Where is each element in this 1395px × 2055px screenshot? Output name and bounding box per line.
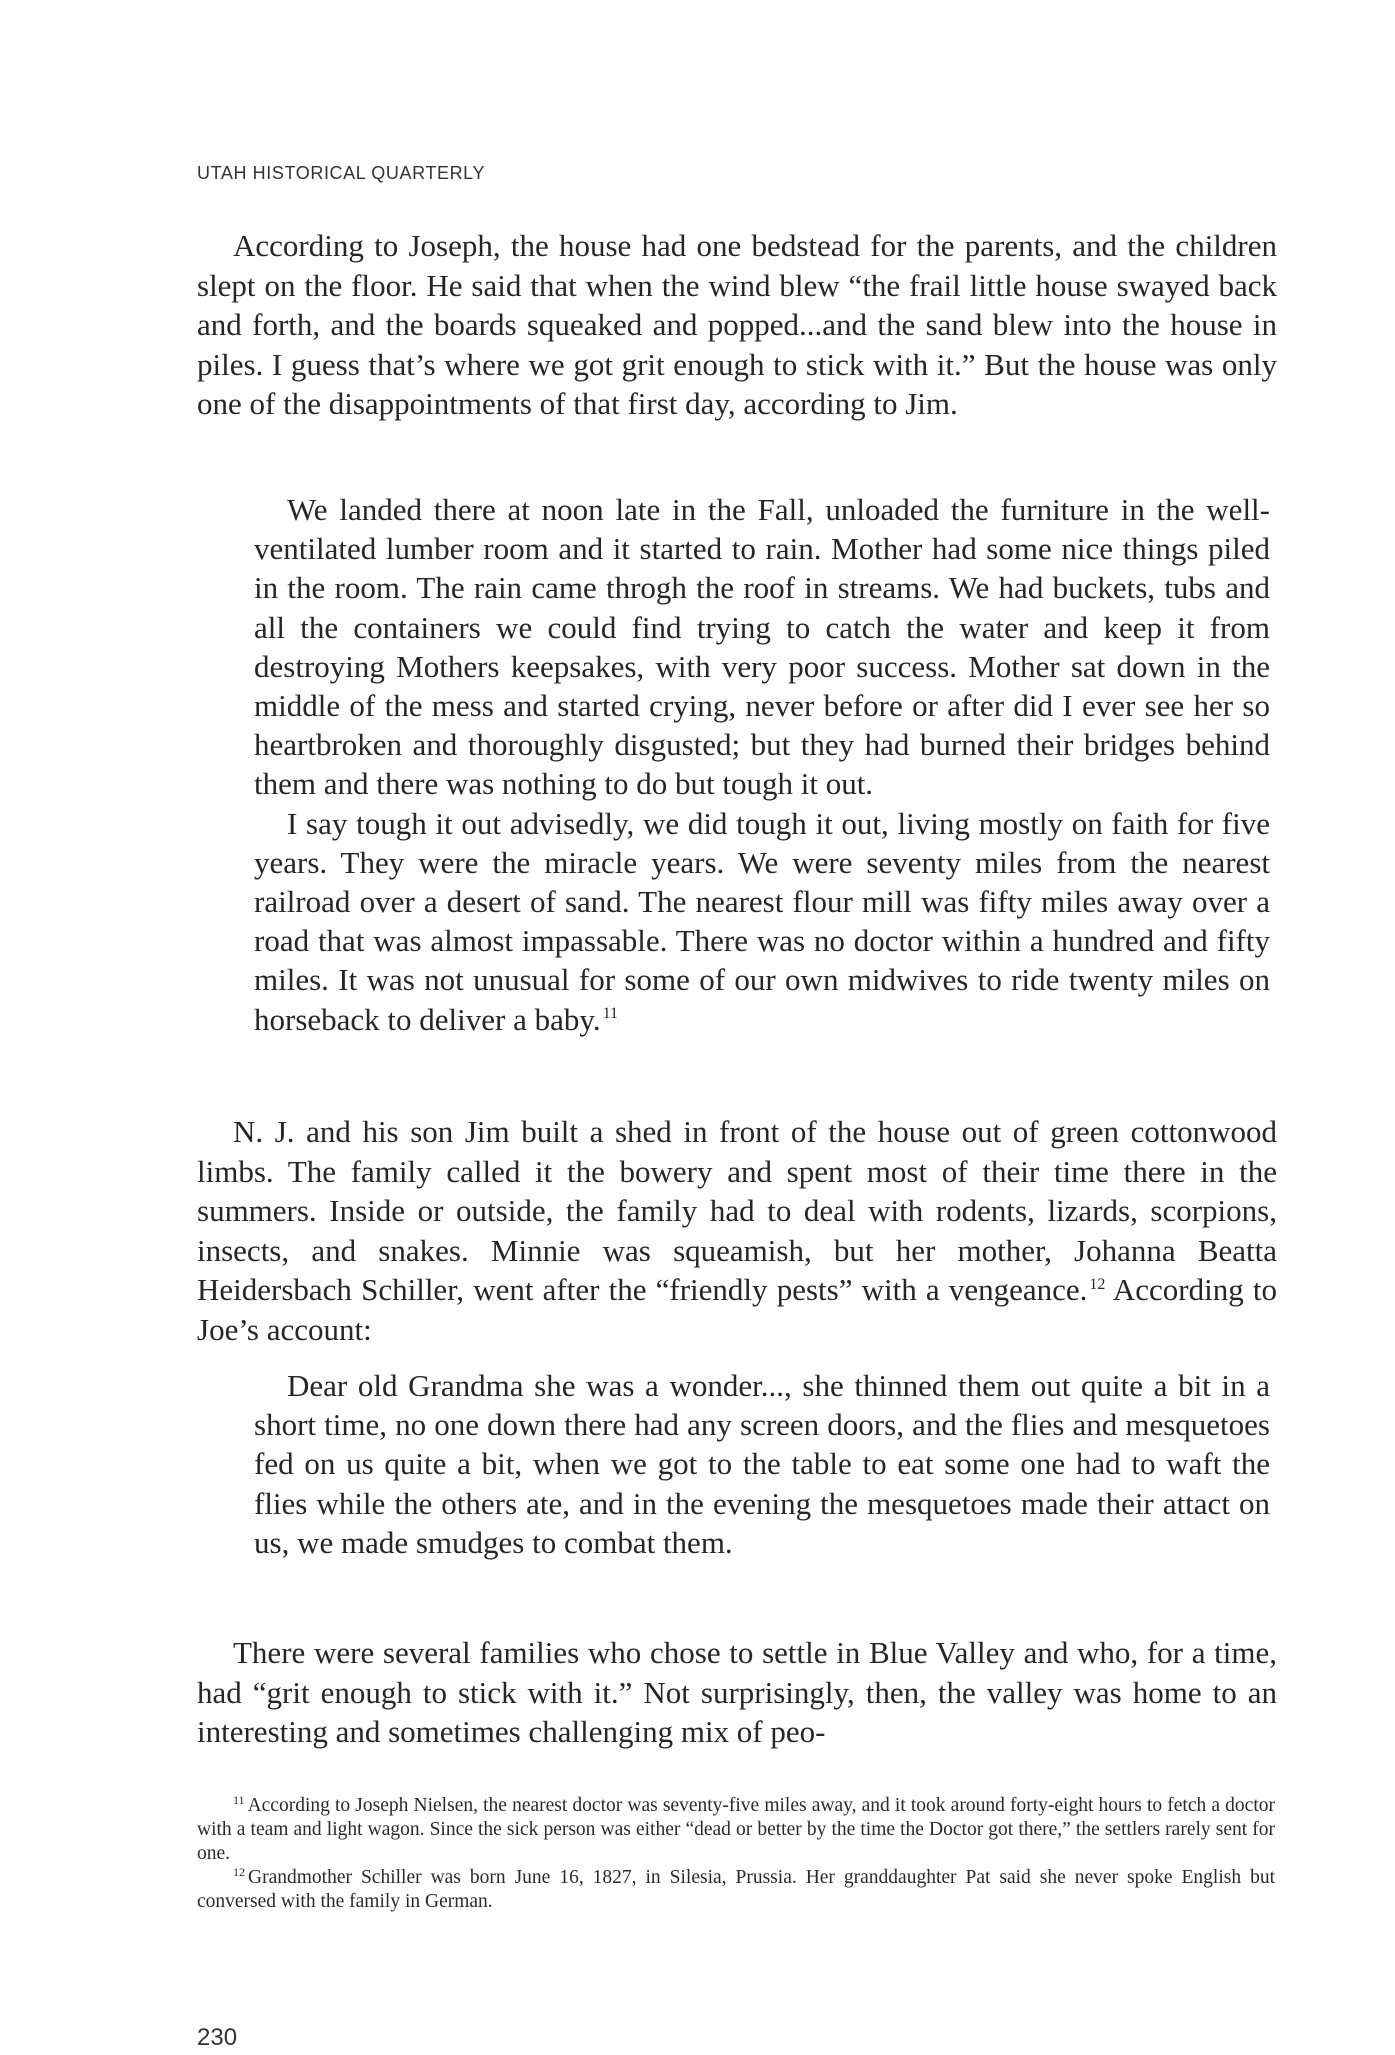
- block-quote-2-paragraph: Dear old Grandma she was a wonder..., she thinned them out quite a bit in a short time, no one down there had any screen doors, and the flies and mesquetoes fed on us quite a bit, when we got to the table to eat some one had to waft the flies while the others ate, and in the evening the mesquetoes made their attact on us, we made smudges to combat them.: [254, 1368, 1270, 1560]
- paragraph-1: [197, 226, 1277, 424]
- paragraph-1-text: According to Joseph, the house had one bedstead for the parents, and the children slept on the floor. He said that when the wind blew “the frail little house swayed back and forth, and the boards squeaked and popped...and the sand blew into the house in piles. I guess that’s where we got grit enough to stick with it.” But the house was only one of the disappointments of that first day, according to Jim.: [197, 228, 1277, 421]
- footnotes: [197, 1794, 1275, 1914]
- footnote-12-text: Grandmother Schiller was born June 16, 1827, in Silesia, Prussia. Her granddaughter Pat said she never spoke English but conversed with the family in German.: [197, 1867, 1275, 1912]
- paragraph-2-main: N. J. and his son Jim built a shed in front of the house out of green cottonwood limbs. The family called it the bowery and spent most of their time there in the summers. Inside or outside, the family had to deal with rodents, lizards, scorpions, insects, and snakes. Minnie was squeamish, but her mother, Johanna Beatta Heidersbach Schiller, went after the “friendly pests” with a vengeance.: [197, 1114, 1277, 1307]
- paragraph-2: [197, 1112, 1277, 1349]
- paragraph-3: [197, 1633, 1277, 1752]
- paragraph-2-tail: According to Joe’s account:: [197, 1272, 1277, 1347]
- page-number: 230: [197, 2024, 238, 2051]
- paragraph-2-text: [197, 1112, 1277, 1349]
- running-head: UTAH HISTORICAL QUARTERLY: [197, 163, 486, 183]
- footnote-ref-12: 12: [1089, 1275, 1106, 1293]
- footnote-12-number: 12: [233, 1864, 245, 1879]
- block-quote-1-paragraph-2: [254, 804, 1270, 1039]
- footnote-12: [197, 1866, 1275, 1914]
- block-quote-1: [254, 490, 1270, 1039]
- footnote-ref-11: 11: [602, 1005, 619, 1023]
- block-quote-1-paragraph-2-text: I say tough it out advisedly, we did tough it out, living mostly on faith for five years. They were the miracle years. We were seventy miles from the nearest railroad over a desert of sand. The nearest flour mill was fifty miles away over a road that was almost impassable. There was no doctor within a hundred and fifty miles. It was not unusual for some of our own midwives to ride twenty miles on horseback to deliver a baby.: [254, 805, 1270, 1037]
- block-quote-2: [254, 1366, 1270, 1562]
- footnote-11: [197, 1794, 1275, 1866]
- paragraph-3-text: There were several families who chose to settle in Blue Valley and who, for a time, had “grit enough to stick with it.” Not surprisingly, then, the valley was home to an interesting and sometimes challenging mix of peo-: [197, 1635, 1277, 1749]
- block-quote-1-paragraph-1: We landed there at noon late in the Fall, unloaded the furniture in the well-ventilated lumber room and it started to rain. Mother had some nice things piled in the room. The rain came throgh the roof in streams. We had buckets, tubs and all the containers we could find trying to catch the water and keep it from destroying Mothers keepsakes, with very poor success. Mother sat down in the middle of the mess and started crying, never before or after did I ever see her so heartbroken and thoroughly disgusted; but they had burned their bridges behind them and there was nothing to do but tough it out.: [254, 492, 1270, 802]
- footnote-11-number: 11: [233, 1792, 245, 1807]
- footnote-11-text: According to Joseph Nielsen, the nearest doctor was seventy-five miles away, and it took around forty-eight hours to fetch a doctor with a team and light wagon. Since the sick person was either “dead or better by the time the Doctor got there,” the settlers rarely sent for one.: [197, 1795, 1275, 1864]
